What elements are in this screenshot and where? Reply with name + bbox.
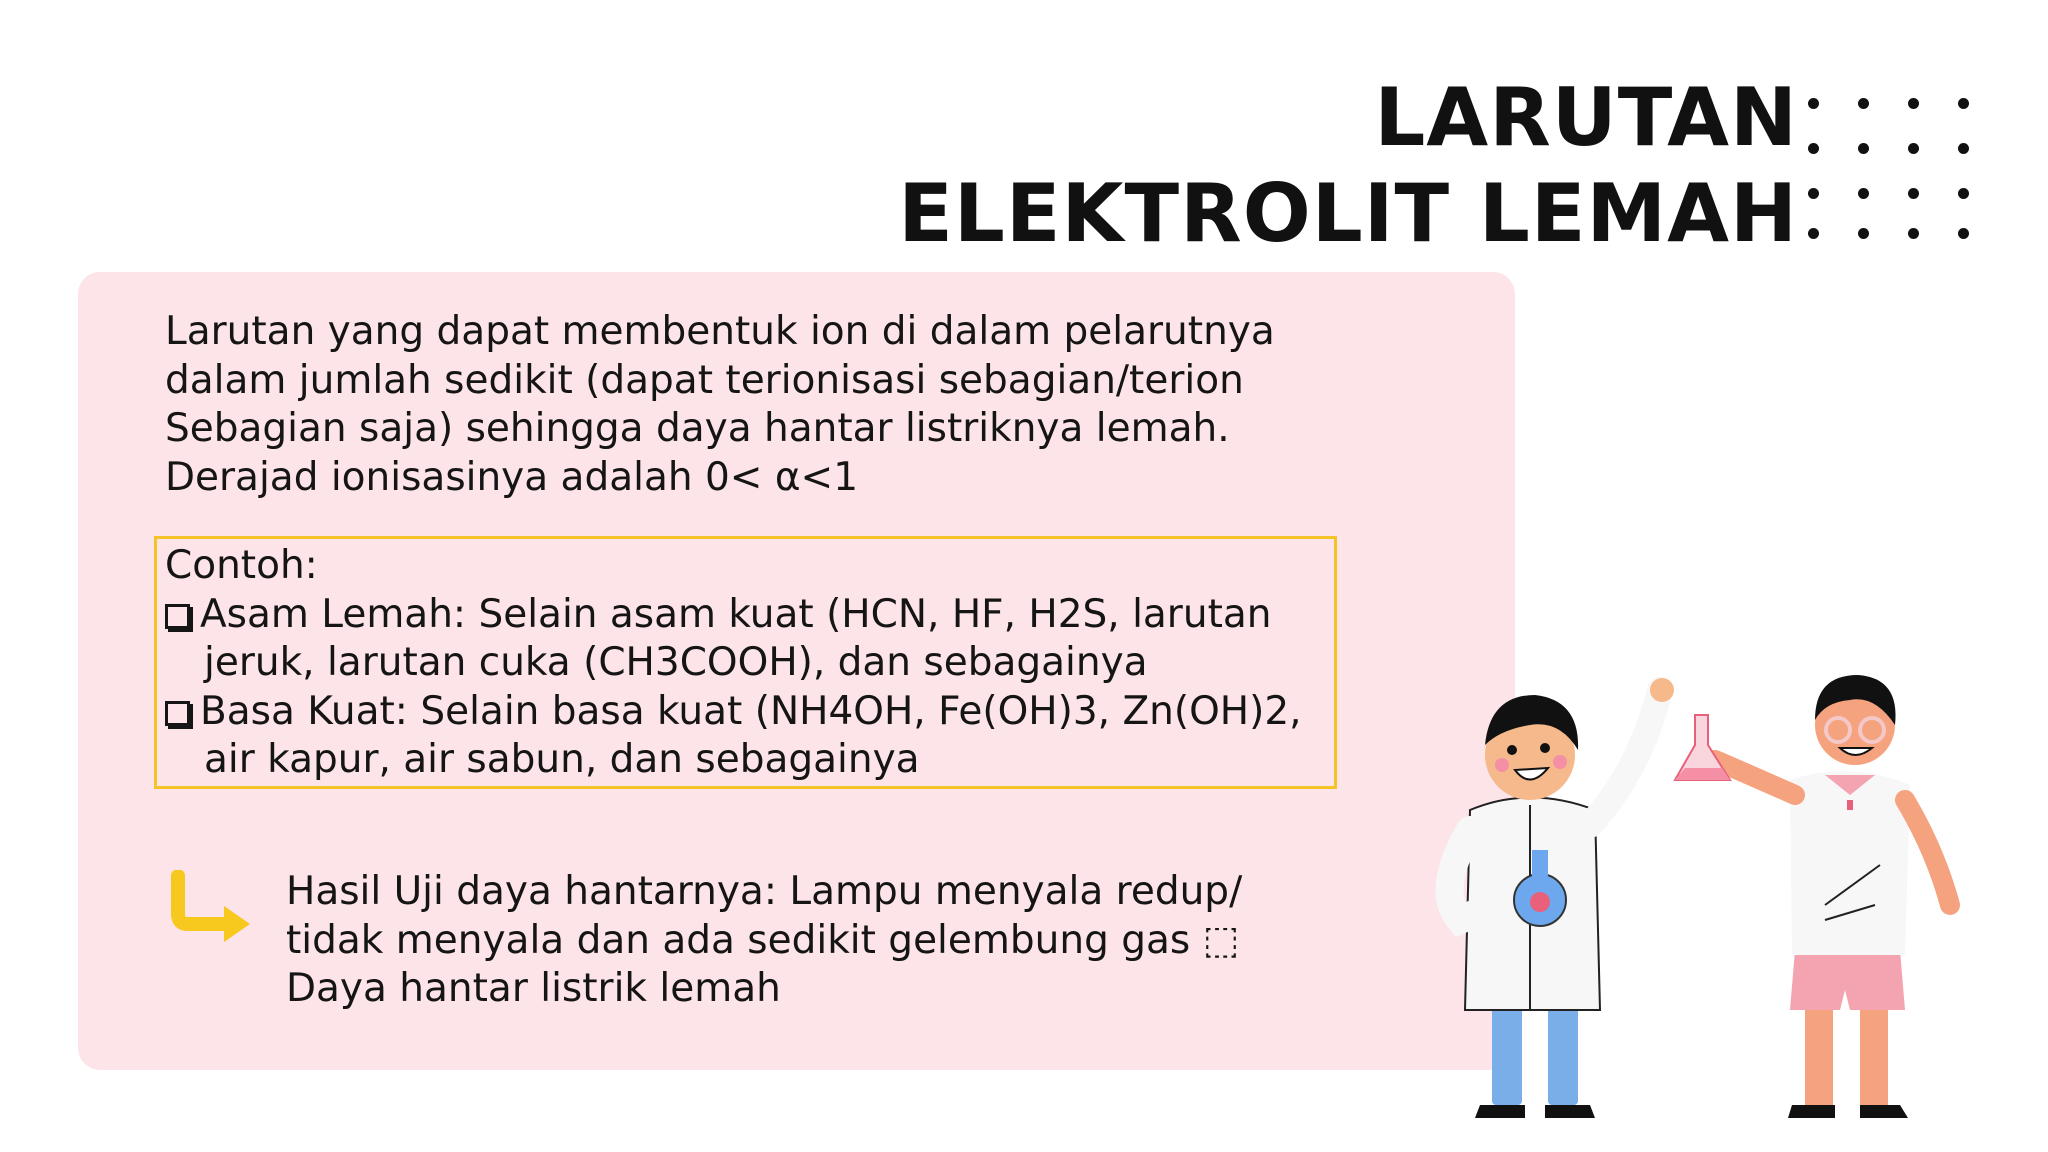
dot xyxy=(1858,143,1869,154)
checkbox-bullet-icon xyxy=(165,701,190,726)
dot xyxy=(1958,143,1969,154)
dot xyxy=(1958,228,1969,239)
dot xyxy=(1958,98,1969,109)
result-line-1: Hasil Uji daya hantarnya: Lampu menyala redup/ xyxy=(286,869,1243,914)
dot xyxy=(1908,143,1919,154)
checkbox-bullet-icon xyxy=(165,604,190,629)
result-line-2: tidak menyala dan ada sedikit gelembung gas ⬚ xyxy=(286,917,1240,963)
dot xyxy=(1858,98,1869,109)
curved-arrow-icon xyxy=(168,870,254,942)
dot xyxy=(1908,188,1919,199)
test-result-paragraph xyxy=(286,868,1386,1014)
result-line-3: Daya hantar listrik lemah xyxy=(286,966,781,1011)
definition-line-2: dalam jumlah sedikit (dapat terionisasi sebagian/terion xyxy=(165,357,1244,403)
dot xyxy=(1858,188,1869,199)
example-item-weak-base-line-1: Basa Kuat: Selain basa kuat (NH4OH, Fe(OH)3, Zn(OH)2, xyxy=(200,688,1302,734)
dot xyxy=(1908,228,1919,239)
dot xyxy=(1808,143,1819,154)
definition-paragraph xyxy=(165,308,1415,502)
scientist-left xyxy=(1450,678,1674,1118)
scientist-right xyxy=(1675,675,1950,1118)
title-line-1: LARUTAN xyxy=(1374,71,1798,164)
example-list xyxy=(165,542,1325,785)
definition-line-3: Sebagian saja) sehingga daya hantar listriknya lemah. xyxy=(165,406,1230,451)
dot xyxy=(1808,228,1819,239)
example-item-weak-base-line-2: air kapur, air sabun, dan sebagainya xyxy=(204,737,920,782)
title-line-2: ELEKTROLIT LEMAH xyxy=(898,167,1798,260)
example-item-weak-acid-line-1: Asam Lemah: Selain asam kuat (HCN, HF, H2S, larutan xyxy=(200,591,1272,637)
dot-grid-decoration xyxy=(1808,98,2008,248)
dot xyxy=(1908,98,1919,109)
dot xyxy=(1808,98,1819,109)
dot xyxy=(1858,228,1869,239)
example-heading: Contoh: xyxy=(165,543,318,588)
example-item-weak-base xyxy=(165,688,1325,737)
definition-line-1: Larutan yang dapat membentuk ion di dalam pelarutnya xyxy=(165,309,1275,354)
dot xyxy=(1808,188,1819,199)
example-item-weak-acid-line-2: jeruk, larutan cuka (CH3COOH), dan sebagainya xyxy=(204,640,1148,685)
scientists-illustration xyxy=(1430,650,2030,1140)
dot xyxy=(1958,188,1969,199)
slide-title xyxy=(898,70,1798,262)
example-item-weak-acid xyxy=(165,591,1325,640)
definition-line-4: Derajad ionisasinya adalah 0< α<1 xyxy=(165,454,859,500)
